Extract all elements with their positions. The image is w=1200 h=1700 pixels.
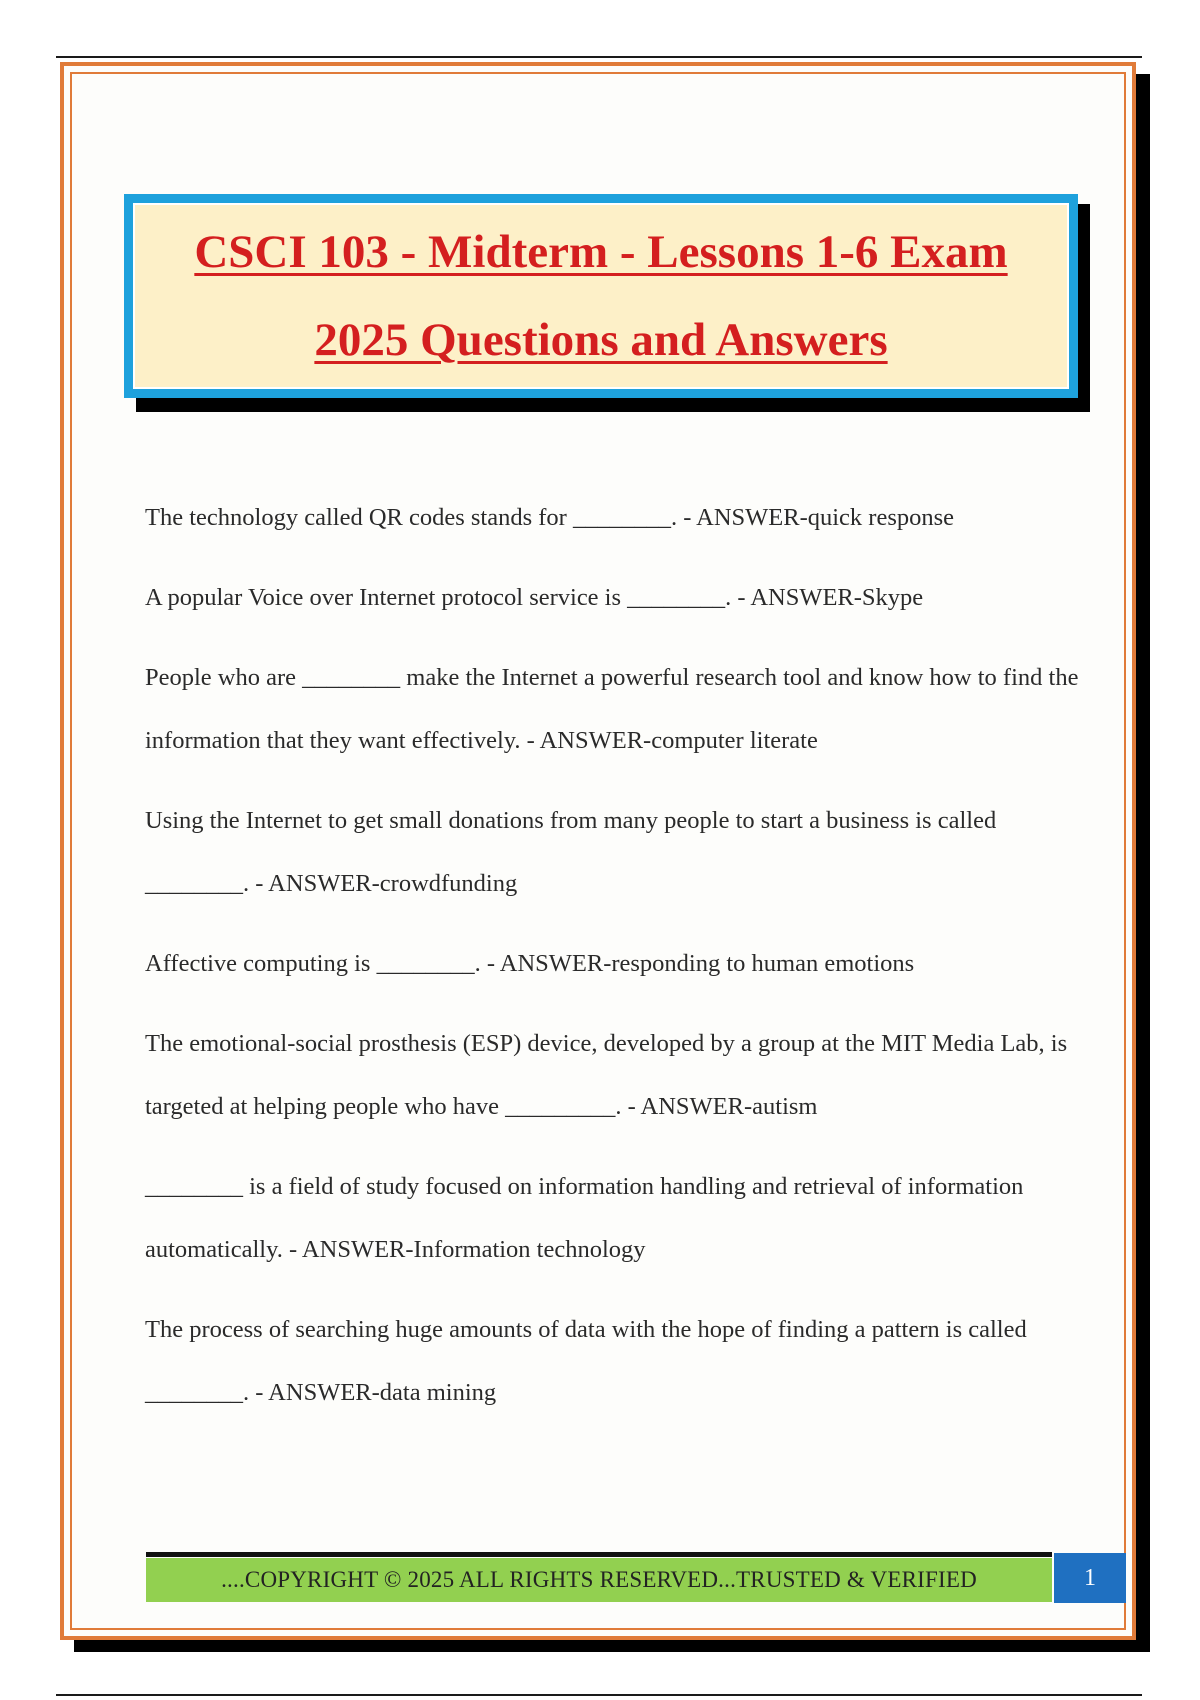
question-item: The technology called QR codes stands for ________. - ANSWER-quick response (145, 504, 955, 531)
question-item: The process of searching huge amounts of data with the hope of finding a pattern is called ________. - ANSWER-data mining (145, 1316, 1027, 1406)
footer-banner (146, 1558, 1052, 1602)
top-rule (56, 56, 1142, 58)
question-list (145, 486, 1080, 1441)
question-item: ________ is a field of study focused on information handling and retrieval of information automatically. - ANSWER-Information technology (145, 1173, 1024, 1263)
question-item: Using the Internet to get small donations from many people to start a business is called ________. - ANSWER-crowdfunding (145, 807, 997, 897)
footer-copyright: ....COPYRIGHT © 2025 ALL RIGHTS RESERVED...TRUSTED & VERIFIED (221, 1567, 977, 1592)
question-item: A popular Voice over Internet protocol service is ________. - ANSWER-Skype (145, 584, 924, 611)
title-line-2: 2025 Questions and Answers (314, 314, 888, 366)
title-line-1: CSCI 103 - Midterm - Lessons 1-6 Exam (194, 226, 1008, 278)
title-box-inner (133, 203, 1069, 389)
question-item: The emotional-social prosthesis (ESP) device, developed by a group at the MIT Media Lab, is targeted at helping people who have _________. - ANSWER-autism (145, 1030, 1068, 1120)
question-item: People who are ________ make the Internet a powerful research tool and know how to find the information that they want effectively. - ANSWER-computer literate (145, 664, 1079, 754)
page-number-badge: 1 (1054, 1553, 1126, 1603)
question-item: Affective computing is ________. - ANSWER-responding to human emotions (145, 950, 915, 977)
bottom-rule (56, 1694, 1142, 1696)
title-box (124, 194, 1078, 398)
